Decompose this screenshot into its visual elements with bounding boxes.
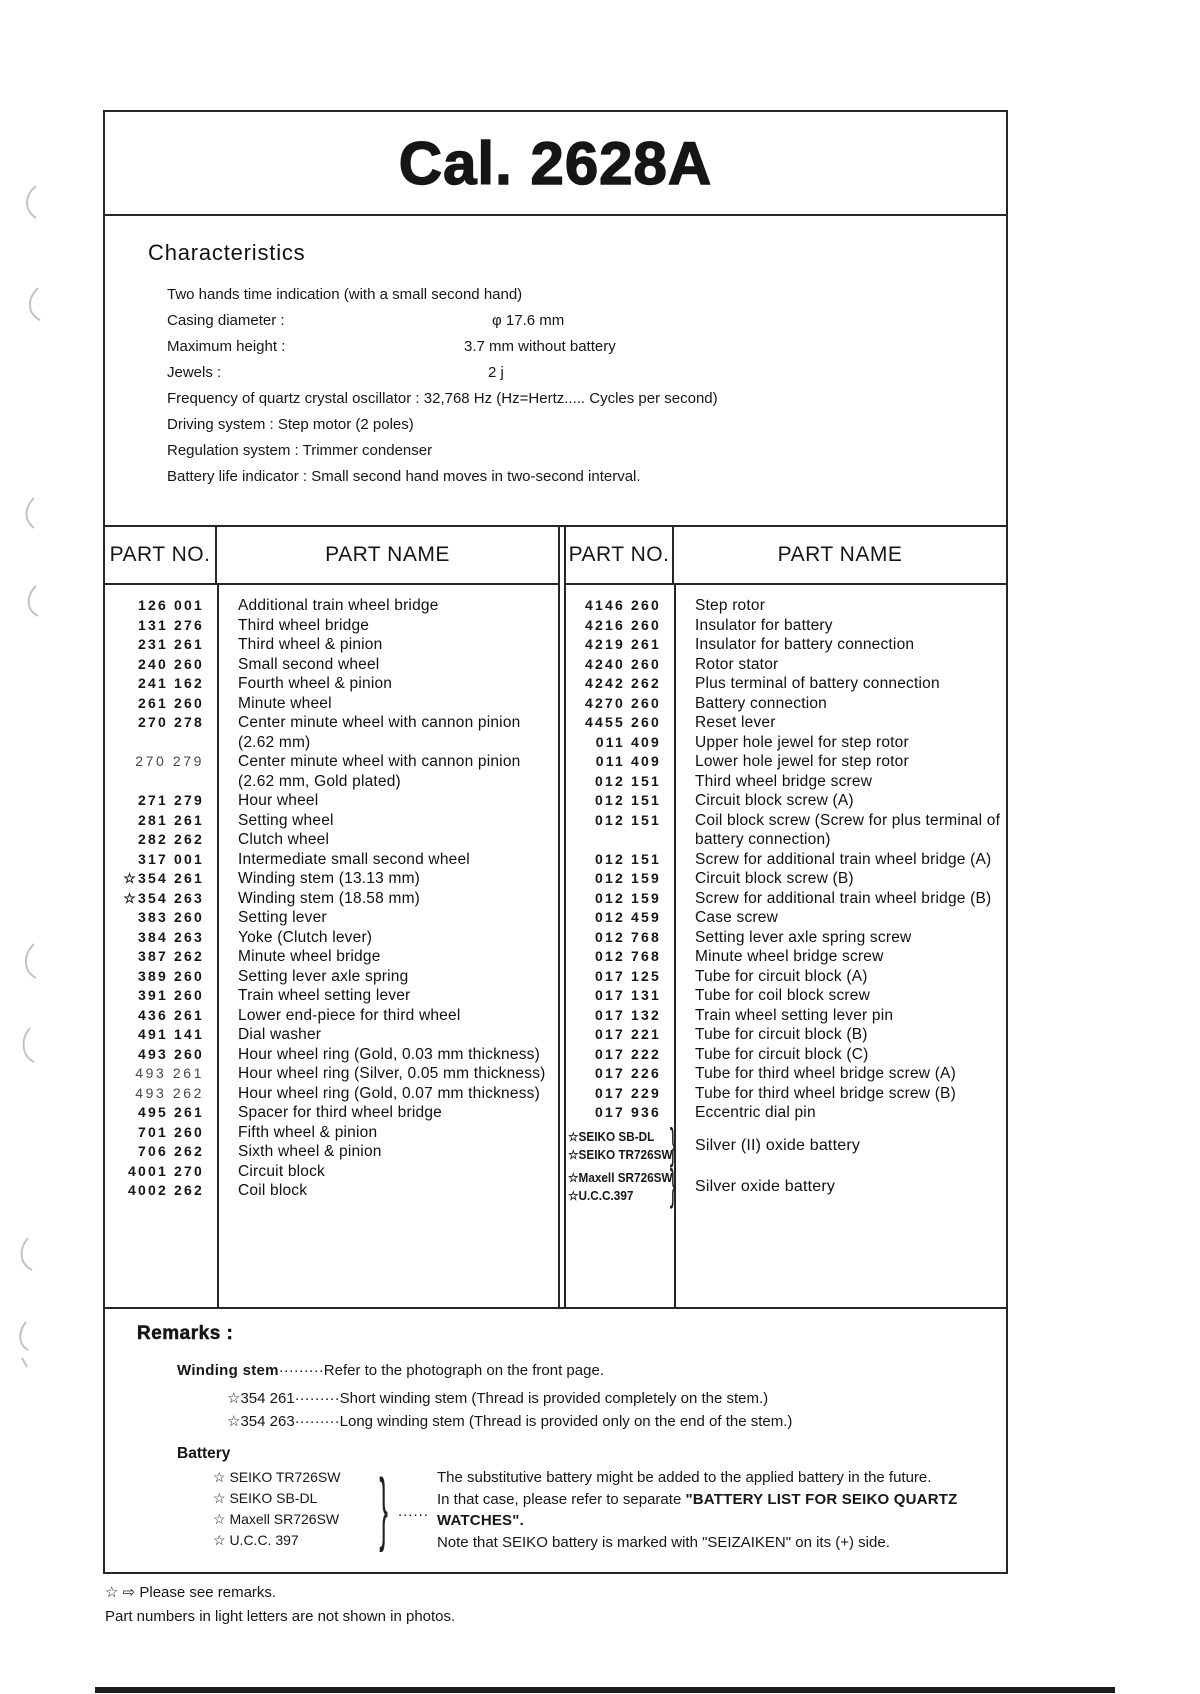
part-row [105,850,558,870]
part-row [105,1142,558,1162]
part-row [105,869,558,889]
part-number: 012 768 [594,928,661,945]
part-number: 4216 260 [585,616,661,633]
part-number: 4455 260 [585,714,661,730]
part-number: 493 261 [135,1065,204,1081]
part-row [105,811,558,831]
part-name: Silver oxide battery [695,1177,836,1195]
table-header [105,527,558,585]
battery-type: ☆ Maxell SR726SW [213,1511,340,1527]
characteristic-label: Casing diameter : [167,312,285,329]
part-row [105,986,558,1006]
part-number: 4001 270 [128,1162,204,1179]
part-name: Hour wheel ring (Gold, 0.07 mm thickness) [238,1084,540,1102]
part-name: Winding stem (18.58 mm) [238,889,421,907]
part-name: Intermediate small second wheel [238,850,470,868]
part-row [105,1084,558,1104]
part-name: Case screw [695,909,778,926]
part-name: Tube for third wheel bridge screw (B) [695,1084,956,1102]
part-row [566,733,1006,753]
part-number: 270 279 [135,753,204,769]
battery-part-row [566,1160,1006,1209]
part-number: 012 159 [594,870,661,886]
part-row [105,908,558,928]
remarks-heading: Remarks : [137,1323,234,1344]
part-number: 491 141 [137,1026,204,1042]
part-row [566,908,1006,928]
battery-type: ☆ U.C.C. 397 [213,1532,299,1548]
leader-dots: ········· [278,1362,324,1379]
part-name: Insulator for battery [695,616,833,634]
part-number: ☆354 261 [123,870,204,886]
part-name: Third wheel bridge screw [695,772,873,790]
part-name: Silver (II) oxide battery [695,1136,861,1154]
part-name: Spacer for third wheel bridge [238,1104,442,1121]
characteristic-label: Battery life indicator : Small second hand moves in two-second interval. [167,468,641,485]
table-body [566,585,1006,1307]
part-number: 384 263 [137,928,204,945]
part-row [566,1006,1006,1026]
characteristic-line [167,438,1006,464]
part-name: Upper hole jewel for step rotor [695,733,909,751]
part-name: Small second wheel [238,655,380,673]
part-name: Plus terminal of battery connection [695,675,940,692]
part-name: Additional train wheel bridge [238,597,439,614]
part-number: ☆354 261 [227,1390,295,1407]
part-row [105,1162,558,1182]
part-row [566,928,1006,948]
part-row [566,596,1006,616]
part-row [566,635,1006,655]
part-number: 012 151 [594,850,661,867]
part-number: 017 226 [594,1065,661,1081]
part-name: Third wheel & pinion [238,636,383,653]
part-name: Screw for additional train wheel bridge (A) [695,850,992,868]
part-number: 017 222 [594,1045,661,1062]
part-number: 495 261 [137,1104,204,1120]
part-name: Minute wheel [238,694,332,712]
part-row [566,869,1006,889]
battery-remark-text [437,1467,1006,1553]
part-name: Sixth wheel & pinion [238,1143,382,1160]
leader-dots: ········· [294,1390,340,1407]
part-row [105,1123,558,1143]
part-name: Yoke (Clutch lever) [238,928,373,946]
scan-artifact-marks [0,0,60,1694]
part-name: Screw for additional train wheel bridge (B) [695,889,992,907]
part-number: 493 260 [137,1045,204,1062]
winding-stem-term: Winding stem [177,1362,279,1379]
part-number: 012 159 [594,889,661,906]
winding-stem-item-text: Short winding stem (Thread is provided completely on the stem.) [339,1390,769,1407]
part-name: Fourth wheel & pinion [238,675,393,692]
characteristic-label: Driving system : Step motor (2 poles) [167,416,414,433]
part-row [105,1025,558,1045]
characteristics-heading: Characteristics [148,240,306,265]
part-name: Winding stem (13.13 mm) [238,870,421,887]
part-number: 383 260 [137,909,204,925]
part-row [105,791,558,811]
part-row [105,655,558,675]
part-name: Coil block screw (Screw for plus terminal of battery connection) [695,811,1001,848]
part-name: Fifth wheel & pinion [238,1123,378,1141]
battery-type-list [213,1467,379,1551]
part-name: Circuit block screw (B) [695,870,854,887]
part-name: Train wheel setting lever pin [695,1006,894,1024]
part-row [566,791,1006,811]
characteristic-line [167,386,1006,412]
part-number: 281 261 [137,811,204,828]
part-number: 231 261 [137,636,204,652]
footnote-light-letters: Part numbers in light letters are not shown in photos. [105,1608,456,1625]
winding-stem-text: Refer to the photograph on the front page. [323,1362,604,1379]
part-number: ☆354 263 [227,1413,295,1430]
winding-stem-remark [177,1359,1006,1383]
part-name: Center minute wheel with cannon pinion (2.62 mm, Gold plated) [238,753,521,790]
battery-type: ☆Maxell SR726SW [568,1170,673,1185]
part-number: 012 151 [594,772,661,789]
part-row [566,1103,1006,1123]
part-row [105,694,558,714]
part-name: Clutch wheel [238,831,330,848]
part-name: Train wheel setting lever [238,987,411,1004]
part-row [566,967,1006,987]
part-row [105,928,558,948]
part-number [566,1119,678,1168]
winding-stem-item [227,1410,1006,1433]
part-name: Setting lever axle spring screw [695,928,912,946]
battery-list-reference: "BATTERY LIST FOR SEIKO QUARTZ WATCHES". [436,1490,958,1529]
part-row [566,674,1006,694]
characteristic-label: Two hands time indication (with a small second hand) [167,286,523,303]
part-row [566,1064,1006,1084]
part-name: Tube for circuit block (C) [695,1045,869,1063]
part-number: 4002 262 [128,1182,204,1198]
part-row [566,655,1006,675]
part-name: Reset lever [695,714,776,731]
part-number: 261 260 [137,694,204,711]
leader-dots: ...... [397,1503,429,1520]
part-number: 012 151 [594,811,661,828]
battery-type: ☆ SEIKO SB-DL [213,1490,318,1506]
part-number: 017 229 [594,1084,661,1101]
part-row [105,752,558,791]
part-number: 4270 260 [585,694,661,711]
part-row [566,986,1006,1006]
column-header-part-name: PART NAME [325,543,450,566]
part-row [566,713,1006,733]
characteristics-section [105,216,1006,527]
part-number: 012 151 [594,792,661,808]
part-name: Eccentric dial pin [695,1104,816,1121]
part-name: Setting lever axle spring [238,967,409,985]
characteristic-value: 2 j [488,364,504,381]
battery-text-line: The substitutive battery might be added to the applied battery in the future. [436,1469,932,1486]
part-number: 012 768 [594,948,661,964]
table-header [566,527,1006,585]
part-row [566,889,1006,909]
part-number: 4240 260 [585,655,661,672]
battery-type: ☆ SEIKO TR726SW [213,1469,341,1485]
part-row [566,811,1006,850]
part-row [566,694,1006,714]
brace-glyph: } [669,1119,678,1168]
part-row [566,772,1006,792]
characteristic-line [167,412,1006,438]
battery-type: ☆SEIKO SB-DL [568,1129,655,1144]
characteristic-line [167,282,1006,308]
title-section [105,112,1006,216]
part-row [105,967,558,987]
part-name: Tube for circuit block (A) [695,967,868,985]
part-name: Tube for coil block screw [695,987,870,1004]
part-name: Lower hole jewel for step rotor [695,753,909,770]
characteristic-line [167,308,1006,334]
table-body [105,585,558,1307]
battery-text-line: In that case, please refer to separate "BATTERY LIST FOR SEIKO QUARTZ WATCHES". [436,1490,958,1529]
part-row [566,947,1006,967]
part-name: Tube for third wheel bridge screw (A) [695,1065,956,1082]
part-name: Circuit block screw (A) [695,792,854,809]
part-name: Lower end-piece for third wheel [238,1006,461,1024]
part-number: 012 459 [594,909,661,925]
part-name: Third wheel bridge [238,616,370,634]
part-number: 4146 260 [585,597,661,613]
part-row [105,1006,558,1026]
part-name: Rotor stator [695,655,779,673]
page-title: Cal. 2628A [398,129,713,197]
battery-text-line: Note that SEIKO battery is marked with "SEIZAIKEN" on its (+) side. [436,1533,890,1551]
characteristic-value: φ 17.6 mm [492,312,565,329]
part-row [105,674,558,694]
part-number: 701 260 [137,1123,204,1140]
part-row [566,850,1006,870]
part-number: 391 260 [137,987,204,1003]
part-number: 011 409 [595,753,661,769]
part-name: Setting wheel [238,811,334,829]
part-row [105,616,558,636]
remarks-section [105,1307,1006,1572]
part-number [566,1160,678,1209]
part-name: Center minute wheel with cannon pinion (2.62 mm) [238,714,521,751]
part-row [566,752,1006,772]
part-name: Dial washer [238,1026,322,1043]
battery-remark [213,1460,1006,1554]
part-row [105,713,558,752]
part-name: Minute wheel bridge screw [695,948,884,965]
part-row [105,1064,558,1084]
part-name: Coil block [238,1182,308,1199]
column-header-part-no: PART NO. [105,527,217,583]
part-row [105,889,558,909]
part-name: Insulator for battery connection [695,636,915,653]
part-name: Hour wheel [238,792,319,809]
battery-part-row [566,1119,1006,1168]
characteristic-value: 3.7 mm without battery [464,338,616,355]
part-row [566,616,1006,636]
part-name: Tube for circuit block (B) [695,1026,868,1043]
part-row [566,1025,1006,1045]
column-header-part-name: PART NAME [777,543,903,566]
characteristic-line [167,360,1006,386]
column-header-part-no: PART NO. [566,527,674,583]
part-name: Setting lever [238,909,327,926]
part-number: 706 262 [137,1143,204,1159]
part-name: Circuit block [238,1162,326,1180]
part-row [105,1103,558,1123]
brace-glyph: } [669,1160,678,1209]
part-number: 282 262 [137,831,204,847]
part-row [105,635,558,655]
part-number: 017 125 [594,967,661,984]
winding-stem-item [227,1387,1006,1410]
characteristic-label: Frequency of quartz crystal oscillator : 32,768 Hz (Hz=Hertz..... Cycles per second) [167,390,718,407]
footnote-star: ☆ ⇨ Please see remarks. [105,1584,277,1601]
part-number: 011 409 [595,733,661,750]
part-row [105,830,558,850]
characteristic-label: Maximum height : [167,338,286,355]
part-number: 017 132 [594,1006,661,1023]
characteristics-list [148,282,1006,490]
part-number: 240 260 [137,655,204,672]
part-number: 389 260 [137,967,204,984]
part-number: 271 279 [137,792,204,808]
part-name: Hour wheel ring (Silver, 0.05 mm thickness) [238,1065,546,1082]
part-number: 493 262 [135,1084,204,1101]
page-footnotes [105,1581,455,1629]
part-number: 017 936 [594,1104,661,1120]
document-frame [103,110,1008,1574]
part-name: Step rotor [695,597,766,614]
leader-dots: ········· [294,1413,340,1430]
part-row [105,947,558,967]
battery-type: ☆U.C.C.397 [568,1188,634,1203]
characteristic-line [167,334,1006,360]
battery-term: Battery [177,1445,231,1462]
parts-table-left [105,527,560,1307]
scan-edge-artifact [95,1687,1115,1693]
winding-stem-item-text: Long winding stem (Thread is provided only on the end of the stem.) [339,1413,793,1430]
part-number: 270 278 [137,714,204,730]
part-row [566,1045,1006,1065]
part-name: Battery connection [695,694,827,712]
part-number: 017 221 [594,1026,661,1042]
characteristic-label: Regulation system : Trimmer condenser [167,442,433,459]
part-number: 387 262 [137,948,204,964]
part-number: 131 276 [137,616,204,633]
part-name: Hour wheel ring (Gold, 0.03 mm thickness) [238,1045,540,1063]
part-row [105,1181,558,1201]
part-name: Minute wheel bridge [238,948,381,965]
part-number: 4242 262 [585,675,661,691]
brace-glyph: } [379,1460,388,1554]
part-row [105,1045,558,1065]
part-number: 436 261 [137,1006,204,1023]
characteristic-line [167,464,1006,490]
part-row [105,596,558,616]
parts-table-section [105,527,1006,1307]
part-number: ☆354 263 [123,889,204,906]
characteristic-label: Jewels : [167,364,222,381]
part-number: 017 131 [594,987,661,1003]
part-number: 4219 261 [585,636,661,652]
part-number: 241 162 [137,675,204,691]
battery-type: ☆SEIKO TR726SW [568,1147,673,1162]
parts-table-right [564,527,1006,1307]
part-number: 126 001 [137,597,204,613]
winding-stem-items [227,1387,1006,1433]
part-number: 317 001 [137,850,204,867]
part-row [566,1084,1006,1104]
